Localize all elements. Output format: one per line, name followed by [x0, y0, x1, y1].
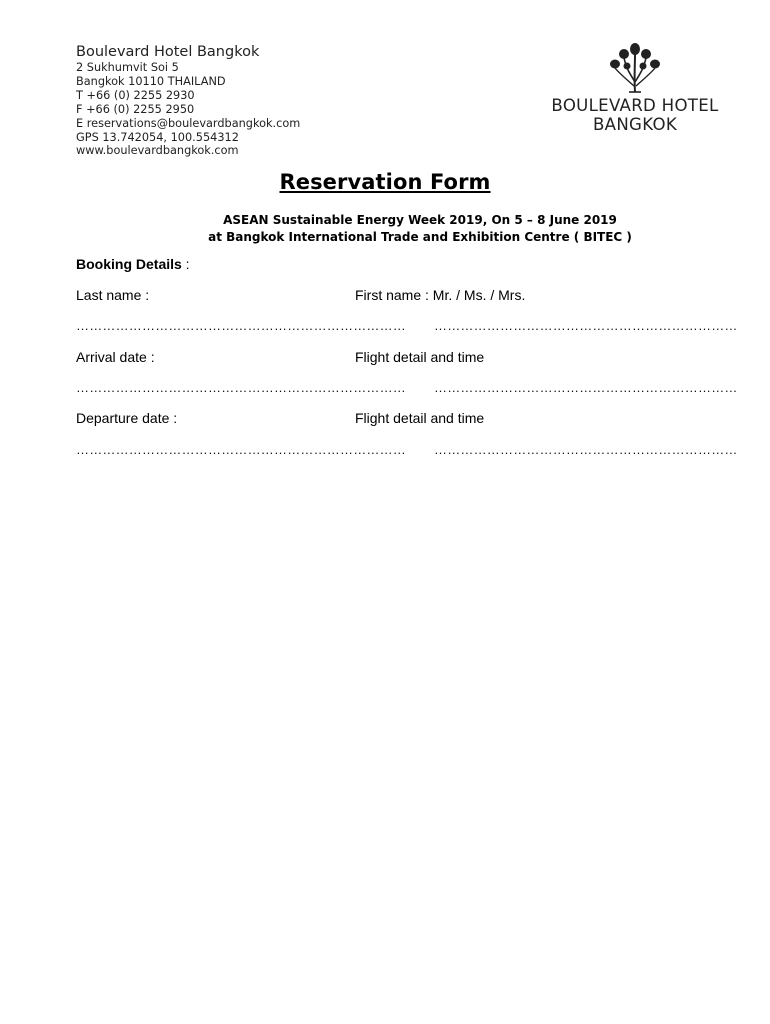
- hotel-logo: [540, 42, 730, 134]
- email: E reservations@boulevardbangkok.com: [76, 116, 301, 130]
- fax: F +66 (0) 2255 2950: [76, 102, 195, 116]
- arrival-date-label: Arrival date :: [76, 349, 155, 365]
- event-line-1: ASEAN Sustainable Energy Week 2019, On 5 – 8 June 2019: [223, 213, 617, 227]
- tree-logo-icon: [605, 42, 665, 96]
- booking-details-heading: [76, 256, 190, 272]
- first-name-label: First name : Mr. / Ms. / Mrs.: [355, 287, 526, 303]
- first-name-field[interactable]: ……………………………………………………………: [434, 318, 738, 333]
- phone: T +66 (0) 2255 2930: [76, 88, 195, 102]
- event-details: [0, 212, 770, 246]
- address-line-1: 2 Sukhumvit Soi 5: [76, 61, 179, 74]
- last-name-field[interactable]: …………………………………………………………………: [76, 318, 406, 333]
- departure-date-field[interactable]: …………………………………………………………………: [76, 442, 406, 457]
- departure-flight-label: Flight detail and time: [355, 410, 485, 426]
- arrival-flight-label: Flight detail and time: [355, 349, 485, 365]
- logo-text-line-1: BOULEVARD HOTEL: [551, 96, 719, 115]
- hotel-address-block: [76, 43, 300, 158]
- gps: GPS 13.742054, 100.554312: [76, 130, 239, 144]
- departure-date-label: Departure date :: [76, 410, 178, 426]
- hotel-name: Boulevard Hotel Bangkok: [76, 44, 260, 60]
- last-name-label: Last name :: [76, 287, 150, 303]
- address-line-2: Bangkok 10110 THAILAND: [76, 74, 226, 88]
- booking-details-label: Booking Details: [76, 256, 182, 272]
- departure-flight-field[interactable]: ……………………………………………………………: [434, 442, 738, 457]
- form-title: Reservation Form: [279, 170, 491, 194]
- website: www.boulevardbangkok.com: [76, 144, 239, 158]
- booking-details-colon: :: [181, 256, 190, 272]
- arrival-flight-field[interactable]: ……………………………………………………………: [434, 380, 738, 395]
- arrival-date-field[interactable]: …………………………………………………………………: [76, 380, 406, 395]
- logo-text-line-2: BANGKOK: [592, 115, 678, 134]
- event-line-2: at Bangkok International Trade and Exhibition Centre ( BITEC ): [208, 230, 632, 244]
